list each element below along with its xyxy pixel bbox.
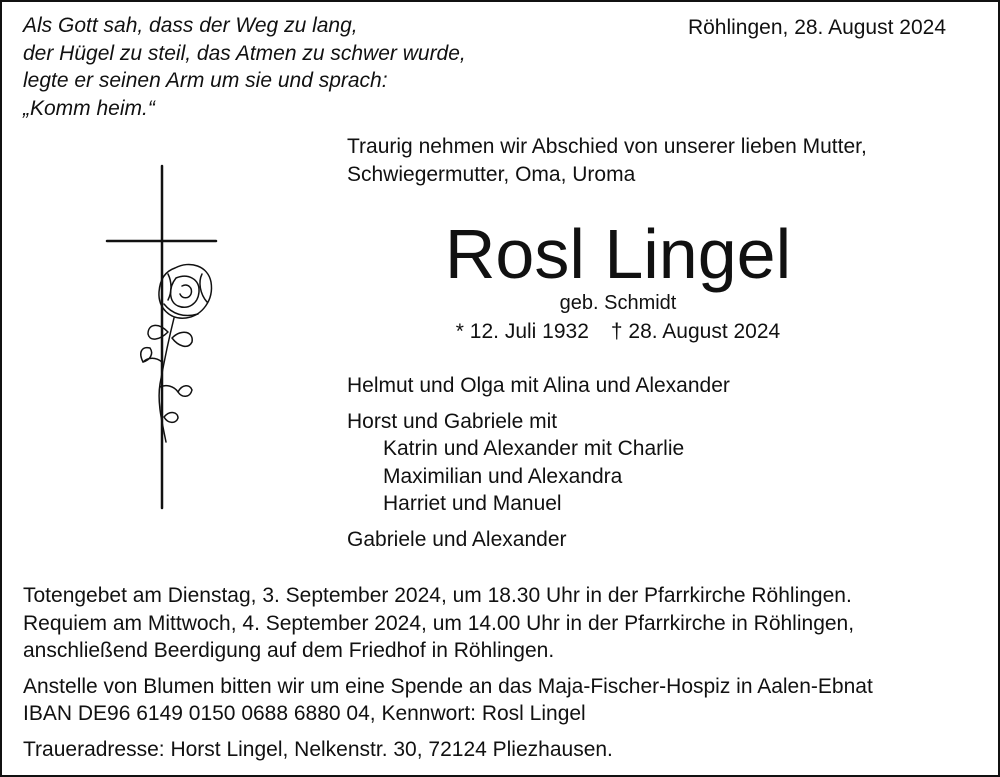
- family-group: [347, 408, 730, 518]
- place-date: Röhlingen, 28. August 2024: [687, 16, 946, 39]
- intro-line: Traurig nehmen wir Abschied von unserer lieben Mutter,: [347, 135, 867, 158]
- poem-line: Als Gott sah, dass der Weg zu lang,: [23, 14, 358, 37]
- donation-info: [23, 673, 873, 728]
- address-line: Traueradresse: Horst Lingel, Nelkenstr. 30, 72124 Pliezhausen.: [23, 737, 613, 761]
- family-line: Gabriele und Alexander: [347, 527, 567, 551]
- ceremony-line: Requiem am Mittwoch, 4. September 2024, um 14.00 Uhr in der Pfarrkirche in Röhlingen,: [23, 611, 855, 635]
- family-line: Helmut und Olga mit Alina und Alexander: [347, 374, 730, 397]
- death-date: † 28. August 2024: [610, 320, 781, 343]
- family-line: Horst und Gabriele mit: [347, 409, 558, 433]
- maiden-name: geb. Schmidt: [559, 292, 677, 314]
- family-member-line: Katrin und Alexander mit Charlie: [383, 437, 685, 460]
- family-group: [347, 526, 730, 554]
- ceremony-info: [23, 582, 873, 665]
- family-member-line: Harriet und Manuel: [383, 492, 562, 515]
- deceased-name: Rosl Lingel: [444, 215, 792, 293]
- life-dates: [348, 320, 888, 344]
- mourning-address: [23, 736, 873, 764]
- donation-line: Anstelle von Blumen bitten wir um eine Spende an das Maja-Fischer-Hospiz in Aalen-Ebnat: [23, 674, 873, 698]
- service-information: [23, 582, 873, 771]
- ceremony-line: Totengebet am Dienstag, 3. September 2024, um 18.30 Uhr in der Pfarrkirche Röhlingen.: [23, 584, 852, 607]
- poem-line: der Hügel zu steil, das Atmen zu schwer wurde,: [23, 41, 466, 65]
- family-group: [347, 372, 730, 400]
- poem-line: „Komm heim.“: [23, 96, 155, 120]
- intro-text: [347, 133, 867, 189]
- birth-date: * 12. Juli 1932: [455, 320, 589, 343]
- poem-line: legte er seinen Arm um sie und sprach:: [23, 69, 388, 92]
- intro-line: Schwiegermutter, Oma, Uroma: [347, 163, 636, 186]
- poem: [23, 12, 466, 122]
- mourners-list: [347, 372, 730, 553]
- donation-line: IBAN DE96 6149 0150 0688 6880 04, Kennwort: Rosl Lingel: [23, 702, 586, 725]
- cross-with-rose-icon: [102, 162, 222, 512]
- family-member-line: Maximilian und Alexandra: [383, 464, 623, 488]
- ceremony-line: anschließend Beerdigung auf dem Friedhof in Röhlingen.: [23, 639, 555, 662]
